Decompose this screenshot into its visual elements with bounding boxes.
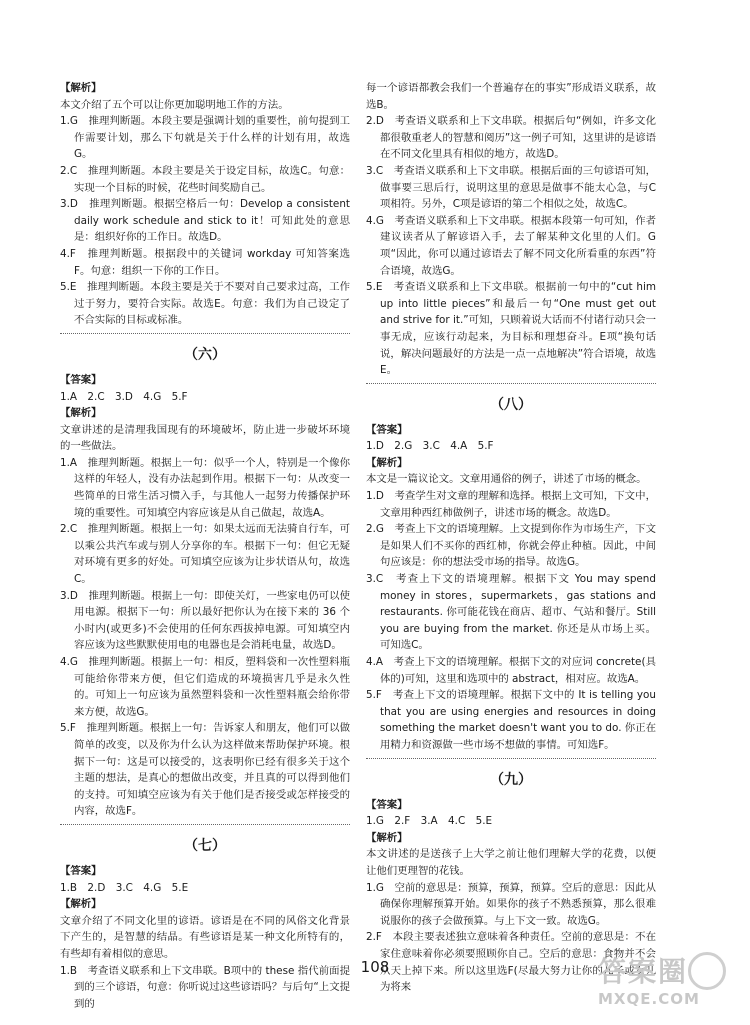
right-column	[366, 80, 656, 996]
section-title-9: （九）	[490, 771, 532, 788]
continued-text: 每一个谚语都教会我们一个普遍存在的事实”形成语义联系，故选B。	[366, 82, 656, 111]
section-title-7: （七）	[184, 837, 226, 854]
analysis-item: 4.G 考查语义联系和上下文串联。根据本段第一句可知，作者建议读者从了解谚语入手，去了解某种文化里的人们。G项“因此，你可以通过谚语去了解不同文化所看重的东西”符合语境，故选G。	[366, 214, 656, 277]
section-title-6: （六）	[184, 346, 226, 363]
watermark-title: 答案圈	[598, 955, 689, 988]
analysis-tag: 【解析】	[366, 456, 408, 469]
watermark-logo	[598, 950, 730, 1008]
analysis-item: 5.F 推理判断题。根据上一句：告诉家人和朋友，他们可以做简单的改变，以及你为什么认为这样做来帮助保护环境。根据下一句：这是可以接受的，这表明你已经有很多关于这个主题的想法，是真心的想做出改变，并且真的可以得到他们的支持。可知填空应该为有关于他们是否接受或怎样接受的内容，故选F。	[60, 722, 350, 818]
watermark-circle-icon	[688, 952, 726, 990]
answer-tag: 【答案】	[366, 423, 408, 436]
analysis-item: 3.D 推理判断题。根据空格后一句：Develop a consistent daily work schedule and stick to it！可知此处的意思是：组织好你的工作日。故选D。	[60, 198, 350, 244]
analysis-item: 1.G 空前的意思是：预算，预算，预算。空后的意思：因此从确保你理解预算开始。如果你的孩子不熟悉预算，那么很难说服你的孩子会做预算。与上下文一致。故选G。	[366, 881, 656, 927]
section-divider	[60, 824, 350, 825]
analysis-intro: 本文介绍了五个可以让你更加聪明地工作的方法。	[60, 98, 289, 111]
analysis-tag: 【解析】	[366, 831, 408, 844]
analysis-item: 2.C 推理判断题。根据上一句：如果太远而无法骑自行车，可以乘公共汽车或与别人分享你的车。根据下一句：但它无疑对环境有更多的好处。可知填空应该为让步状语从句，故选C。	[60, 523, 350, 586]
analysis-item: 3.D 推理判断题。根据上一句：即使关灯，一些家电仍可以使用电源。根据下一句：所以最好把你认为在接下来的 36 个小时内(或更多)不会使用的任何东西拔掉电源。可知填空内容应该为这些默默使用电的电器也是会消耗电量，故选D。	[60, 589, 350, 652]
analysis-intro: 本文讲述的是送孩子上大学之前让他们理解大学的花费，以便让他们更理智的花钱。	[366, 848, 656, 877]
analysis-item: 1.B 考查语义联系和上下文串联。B项中的 these 指代前面提到的三个谚语，句意：你听说过这些谚语吗？与后句“上文提到的	[60, 964, 350, 1010]
section-divider	[366, 383, 656, 384]
analysis-item: 2.D 考查语义联系和上下文串联。根据后句“例如，许多文化都很敬重老人的智慧和阅历”这一例子可知，这里讲的是谚语在不同文化里具有相似的地方，故选D。	[366, 115, 656, 161]
analysis-item: 2.F 本段主要表述独立意味着各种责任。空前的意思是：不在家住意味着你必须要照顾你自己。空后的意思：食物并不会从天上掉下来。所以这里选F(尽最大努力让你的儿子或女儿为将来	[366, 931, 656, 994]
analysis-intro: 文章讲述的是清理我国现有的环境破坏，防止进一步破坏环境的一些做法。	[60, 423, 350, 453]
answer-list: 1.G 2.F 3.A 4.C 5.E	[366, 815, 493, 828]
page-number: 108	[360, 958, 390, 976]
answer-list: 1.A 2.C 3.D 4.G 5.F	[60, 390, 188, 403]
analysis-tag: 【解析】	[60, 82, 102, 94]
analysis-item: 4.F 推理判断题。根据段中的关键词 workday 可知答案选F。句意：组织一下你的工作日。	[60, 247, 350, 277]
answer-list: 1.D 2.G 3.C 4.A 5.F	[366, 440, 494, 453]
section-title-8: （八）	[490, 396, 532, 413]
analysis-item: 1.A 推理判断题。根据上一句：似乎一个人，特别是一个像你这样的年轻人，没有办法起到作用。根据下一句：从改变一些简单的日常生活习惯入手，与其他人一起努力传播保护环境的重要性。可知填空内容应该是从自己做起，故选A。	[60, 456, 350, 519]
watermark-url: MXQE.COM	[598, 990, 700, 1008]
answer-tag: 【答案】	[60, 373, 102, 386]
analysis-item: 5.E 推理判断题。本段主要是关于不要对自己要求过高，工作过于努力，要符合实际。故选E。句意：我们为自己设定了不合实际的目标或标准。	[60, 281, 350, 327]
section-divider	[60, 333, 350, 334]
analysis-tag: 【解析】	[60, 898, 102, 911]
analysis-item: 3.C 考查上下文的语境理解。根据下文 You may spend money in stores，supermarkets，gas stations and restaurants. 你可能花钱在商店、超市、气站和餐厅。Still you are buying from the market. 你还是从市场上买。可知选C。	[366, 573, 656, 652]
analysis-intro: 本文是一篇议论文。文章用通俗的例子，讲述了市场的概念。	[366, 473, 647, 486]
analysis-item: 2.C 推理判断题。本段主要是关于设定目标，故选C。句意：实现一个目标的时候，花些时间奖励自己。	[60, 164, 350, 194]
analysis-item: 1.D 考查学生对文章的理解和选择。根据上文可知，下文中，文章用种西红柿做例子，讲述市场的概念。故选D。	[366, 490, 656, 519]
analysis-item: 1.G 推理判断题。本段主要是强调计划的重要性，前句提到工作需要计划，那么下句就是关于什么样的计划有用，故选G。	[60, 115, 350, 161]
analysis-item: 4.G 推理判断题。根据上一句：相反，塑料袋和一次性塑料瓶可能给你带来方便，但它们造成的环境损害几乎是永久性的。可知上一句应该为虽然塑料袋和一次性塑料瓶会给你带来方便，故选G。	[60, 656, 350, 718]
analysis-item: 5.F 考查上下文的语境理解。根据下文中的 It is telling you that you are using energies and resources in doing something the market doesn't want you to do. 你正在用精力和资源做一些市场不想做的事情。可知选F。	[366, 689, 656, 751]
answer-tag: 【答案】	[366, 798, 408, 811]
analysis-intro: 文章介绍了不同文化里的谚语。谚语是在不同的风俗文化背景下产生的，是智慧的结晶。有些谚语是某一种文化所特有的，有些却有着相似的意思。	[60, 914, 350, 960]
analysis-tag: 【解析】	[60, 407, 102, 420]
answer-list: 1.B 2.D 3.C 4.G 5.E	[60, 881, 189, 894]
analysis-item: 5.E 考查语义联系和上下文串联。根据前一句中的“cut him up into little pieces”和最后一句“One must get out and strive for it.”可知，只顾着说大话而不付诸行动只会一事无成，应该行动起来，为目标和理想奋斗。E项“换句话说，解决问题最好的方法是一点一点地解决”符合语境，故选E。	[366, 281, 656, 377]
analysis-item: 4.A 考查上下文的语境理解。根据下文的对应词 concrete(具体的)可知，这里和选项中的 abstract，相对应。故选A。	[366, 656, 656, 685]
left-column	[60, 80, 350, 1012]
answer-tag: 【答案】	[60, 864, 102, 877]
analysis-item: 2.G 考查上下文的语境理解。上文提到你作为市场生产，下文是如果人们不买你的西红柿，你就会停止种植。因此，中间句应该是：你的想法受市场的指导。故选G。	[366, 523, 656, 569]
section-divider	[366, 758, 656, 759]
analysis-item: 3.C 考查语义联系和上下文串联。根据后面的三句谚语可知，做事要三思后行，说明这里的意思是做事不能太心急，与C项相符。另外，C项是谚语的第二个相似之处，故选C。	[366, 164, 656, 211]
